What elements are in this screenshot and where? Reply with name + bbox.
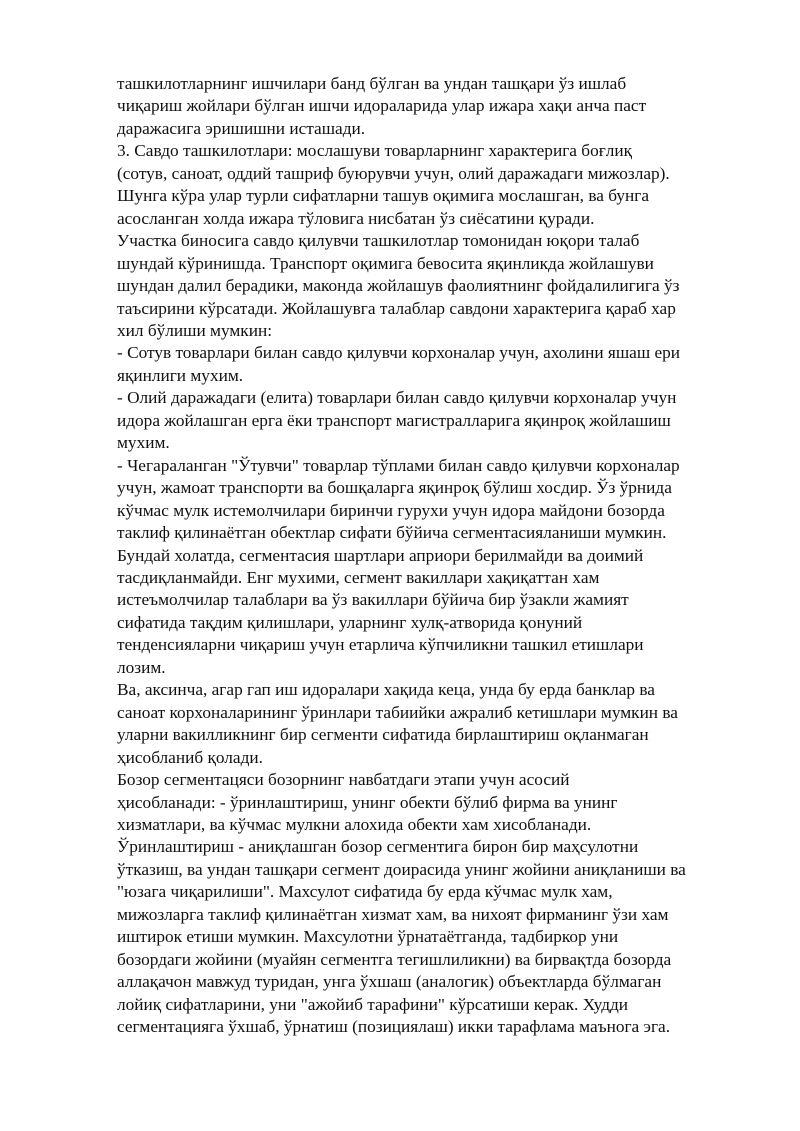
paragraph-2: 3. Савдо ташкилотлари: мослашуви товарларнинг характерига боғлиқ (сотув, саноат, оддий ташриф буюрувчи учун, олий даражадаги мижозлар). Шунга кўра улар турли сифатларни ташув оқимига мослашган, ва бунга асосланган холда ижара тўловига нисбатан ўз сиёсатини қуради.	[117, 141, 670, 228]
list-item-1: - Сотув товарлари билан савдо қилувчи корхоналар учун, ахолини яшаш ери яқинлиги мухим.	[117, 343, 681, 385]
paragraph-4: Ва, аксинча, агар гап иш идоралари хақида кеца, унда бу ерда банклар ва саноат корхоналарининг ўринлари табиийки ажралиб кетишлари мумкин ва уларни вакилликнинг бир сегменти сифатида бирлаштириш оқланмаган ҳисобланиб қолади.	[117, 680, 678, 767]
paragraph-3: Участка биносига савдо қилувчи ташкилотлар томонидан юқори талаб шундай кўринишда. Транспорт оқимига бевосита яқинликда жойлашуви шундан далил берадики, маконда жойлашув фаолиятнинг фойдалилигига ўз таъсирини кўрсатади. Жойлашувга талаблар савдони характерига қараб хар хил бўлиши мумкин:	[117, 231, 680, 340]
paragraph-5: Бозор сегментацяси бозорнинг навбатдаги этапи учун асосий ҳисобланади: - ўринлаштириш, унинг обекти бўлиб фирма ва унинг хизматлари, ва кўчмас мулкни алохида обекти хам хисобланади.	[117, 770, 618, 834]
paragraph-1: ташкилотларнинг ишчилари банд бўлган ва ундан ташқари ўз ишлаб чиқариш жойлари бўлган ишчи идораларида улар ижара хақи анча паст даражасига эришишни исташади.	[117, 74, 647, 138]
list-item-3: - Чегараланган "Ўтувчи" товарлар тўплами билан савдо қилувчи корхоналар учун, жамоат транспорти ва бошқаларга яқинроқ бўлиш хосдир. Ўз ўрнида кўчмас мулк истемолчилари биринчи гурухи учун идора майдони бозорда таклиф қилинаётган обектлар сифати бўйича сегментасияланиши мумкин. Бундай холатда, сегментасия шартлари априори берилмайди ва доимий тасдиқланмайди. Енг мухими, сегмент вакиллари хақиқаттан хам истеъмолчилар талаблари ва ўз вакиллари бўйича бир ўзакли жамият сифатида тақдим қилишлари, уларнинг хулқ-атворида қонуний тенденсияларни чиқариш учун етарлича кўпчиликни ташкил етишлари лозим.	[117, 455, 680, 677]
list-item-2: - Олий даражадаги (елита) товарлари билан савдо қилувчи корхоналар учун идора жойлашган ерга ёки транспорт магистралларига яқинроқ жойлашиш мухим.	[117, 388, 677, 453]
paragraph-6: Ўринлаштириш - аниқлашган бозор сегментига бирон бир маҳсулотни ўтказиш, ва ундан ташқари сегмент доирасида унинг жойини аниқланиши ва "юзага чиқарилиши". Махсулот сифатида бу ерда кўчмас мулк хам, мижозларга таклиф қилинаётган хизмат хам, ва нихоят фирманинг ўзи хам иштирок етиши мумкин. Махсулотни ўрнатаётганда, тадбиркор уни бозордаги жойини (муайян сегментга тегишлиликни) ва бирвақтда бозорда аллақачон мавжуд туридан, унга ўхшаш (аналогик) объектларда бўлмаган лойиқ сифатларини, уни "ажойиб тарафини" кўрсатиши керак. Худди сегментацияга ўхшаб, ўрнатиш (позициялаш) икки тарафлама маънога эга.	[117, 837, 686, 1037]
